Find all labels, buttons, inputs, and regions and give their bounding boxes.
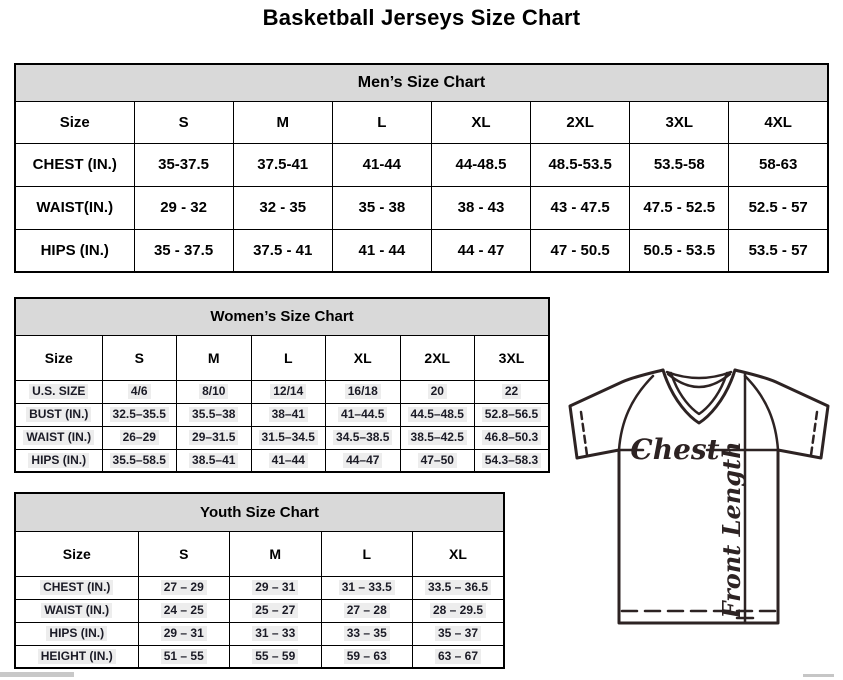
size-value-cell: 22 [475,380,550,403]
size-value-cell: 44–47 [326,449,401,472]
column-header-3xl: 3XL [630,101,729,143]
size-value-cell: 35.5–58.5 [102,449,177,472]
size-value-cell: 31 – 33 [230,622,322,645]
size-value-cell: 50.5 - 53.5 [630,229,729,272]
size-value-cell: 38.5–41 [177,449,252,472]
size-value-cell: 27 – 28 [321,599,413,622]
column-header-xl: XL [326,335,401,380]
size-value-cell: 41-44 [332,143,431,186]
size-value-cell: 33 – 35 [321,622,413,645]
size-value-cell: 32 - 35 [233,186,332,229]
size-value-cell: 34.5–38.5 [326,426,401,449]
size-value-cell: 37.5 - 41 [233,229,332,272]
jersey-diagram [555,360,843,680]
size-value-cell: 29 - 32 [134,186,233,229]
size-value-cell: 41–44.5 [326,403,401,426]
size-value-cell: 53.5 - 57 [729,229,828,272]
left-cuff-dashed-line [581,412,587,455]
row-label: WAIST (IN.) [15,599,138,622]
row-label: HIPS (IN.) [15,449,102,472]
size-value-cell: 35 - 38 [332,186,431,229]
size-value-cell: 25 – 27 [230,599,322,622]
row-label: WAIST (IN.) [15,426,102,449]
column-header-m: M [233,101,332,143]
right-cuff-dashed-line [811,412,817,455]
row-label: CHEST (IN.) [15,143,134,186]
size-value-cell: 35 – 37 [413,622,505,645]
table-title: Women’s Size Chart [15,298,549,335]
size-value-cell: 35.5–38 [177,403,252,426]
size-value-cell: 35 - 37.5 [134,229,233,272]
column-header-xl: XL [431,101,530,143]
size-value-cell: 63 – 67 [413,645,505,668]
youth-size-table [14,492,505,669]
row-label: HIPS (IN.) [15,229,134,272]
column-header-xl: XL [413,531,505,576]
right-sleeve-seam [745,376,778,450]
size-value-cell: 31 – 33.5 [321,576,413,599]
womens-size-table [14,297,550,473]
column-header-s: S [102,335,177,380]
size-value-cell: 41 - 44 [332,229,431,272]
column-header-l: L [251,335,326,380]
size-value-cell: 16/18 [326,380,401,403]
size-value-cell: 51 – 55 [138,645,230,668]
size-value-cell: 29–31.5 [177,426,252,449]
collar-back-arc-1 [667,372,731,378]
jersey-outline [570,370,828,623]
size-value-cell: 27 – 29 [138,576,230,599]
size-value-cell: 44-48.5 [431,143,530,186]
size-value-cell: 48.5-53.5 [531,143,630,186]
row-label: U.S. SIZE [15,380,102,403]
size-value-cell: 29 – 31 [138,622,230,645]
front-length-label: Front Length [717,441,746,619]
mens-size-table [14,63,829,273]
row-label: HEIGHT (IN.) [15,645,138,668]
scrollbar-track-fragment[interactable] [803,674,834,677]
size-value-cell: 52.5 - 57 [729,186,828,229]
size-value-cell: 44.5–48.5 [400,403,475,426]
table-title: Youth Size Chart [15,493,504,531]
size-value-cell: 20 [400,380,475,403]
size-value-cell: 58-63 [729,143,828,186]
size-value-cell: 32.5–35.5 [102,403,177,426]
column-header-2xl: 2XL [400,335,475,380]
size-value-cell: 8/10 [177,380,252,403]
size-value-cell: 53.5-58 [630,143,729,186]
size-value-cell: 24 – 25 [138,599,230,622]
column-header-2xl: 2XL [531,101,630,143]
size-value-cell: 38–41 [251,403,326,426]
column-header-l: L [332,101,431,143]
size-value-cell: 28 – 29.5 [413,599,505,622]
size-value-cell: 54.3–58.3 [475,449,550,472]
column-header-3xl: 3XL [475,335,550,380]
size-value-cell: 26–29 [102,426,177,449]
column-header-size: Size [15,531,138,576]
size-value-cell: 38 - 43 [431,186,530,229]
column-header-m: M [177,335,252,380]
size-value-cell: 29 – 31 [230,576,322,599]
row-label: CHEST (IN.) [15,576,138,599]
column-header-s: S [138,531,230,576]
size-value-cell: 38.5–42.5 [400,426,475,449]
size-value-cell: 44 - 47 [431,229,530,272]
size-value-cell: 47.5 - 52.5 [630,186,729,229]
row-label: BUST (IN.) [15,403,102,426]
size-value-cell: 37.5-41 [233,143,332,186]
size-value-cell: 52.8–56.5 [475,403,550,426]
size-value-cell: 59 – 63 [321,645,413,668]
size-value-cell: 46.8–50.3 [475,426,550,449]
size-value-cell: 55 – 59 [230,645,322,668]
table-title: Men’s Size Chart [15,64,828,101]
column-header-4xl: 4XL [729,101,828,143]
size-value-cell: 47–50 [400,449,475,472]
column-header-m: M [230,531,322,576]
size-value-cell: 47 - 50.5 [531,229,630,272]
column-header-s: S [134,101,233,143]
chest-label: Chest [630,433,720,466]
column-header-l: L [321,531,413,576]
row-label: HIPS (IN.) [15,622,138,645]
column-header-size: Size [15,335,102,380]
page-title: Basketball Jerseys Size Chart [262,5,581,30]
row-label: WAIST(IN.) [15,186,134,229]
column-header-size: Size [15,101,134,143]
size-value-cell: 43 - 47.5 [531,186,630,229]
size-value-cell: 33.5 – 36.5 [413,576,505,599]
size-value-cell: 31.5–34.5 [251,426,326,449]
size-value-cell: 4/6 [102,380,177,403]
size-value-cell: 41–44 [251,449,326,472]
scrollbar-thumb-fragment[interactable] [0,672,74,677]
size-value-cell: 12/14 [251,380,326,403]
size-value-cell: 35-37.5 [134,143,233,186]
